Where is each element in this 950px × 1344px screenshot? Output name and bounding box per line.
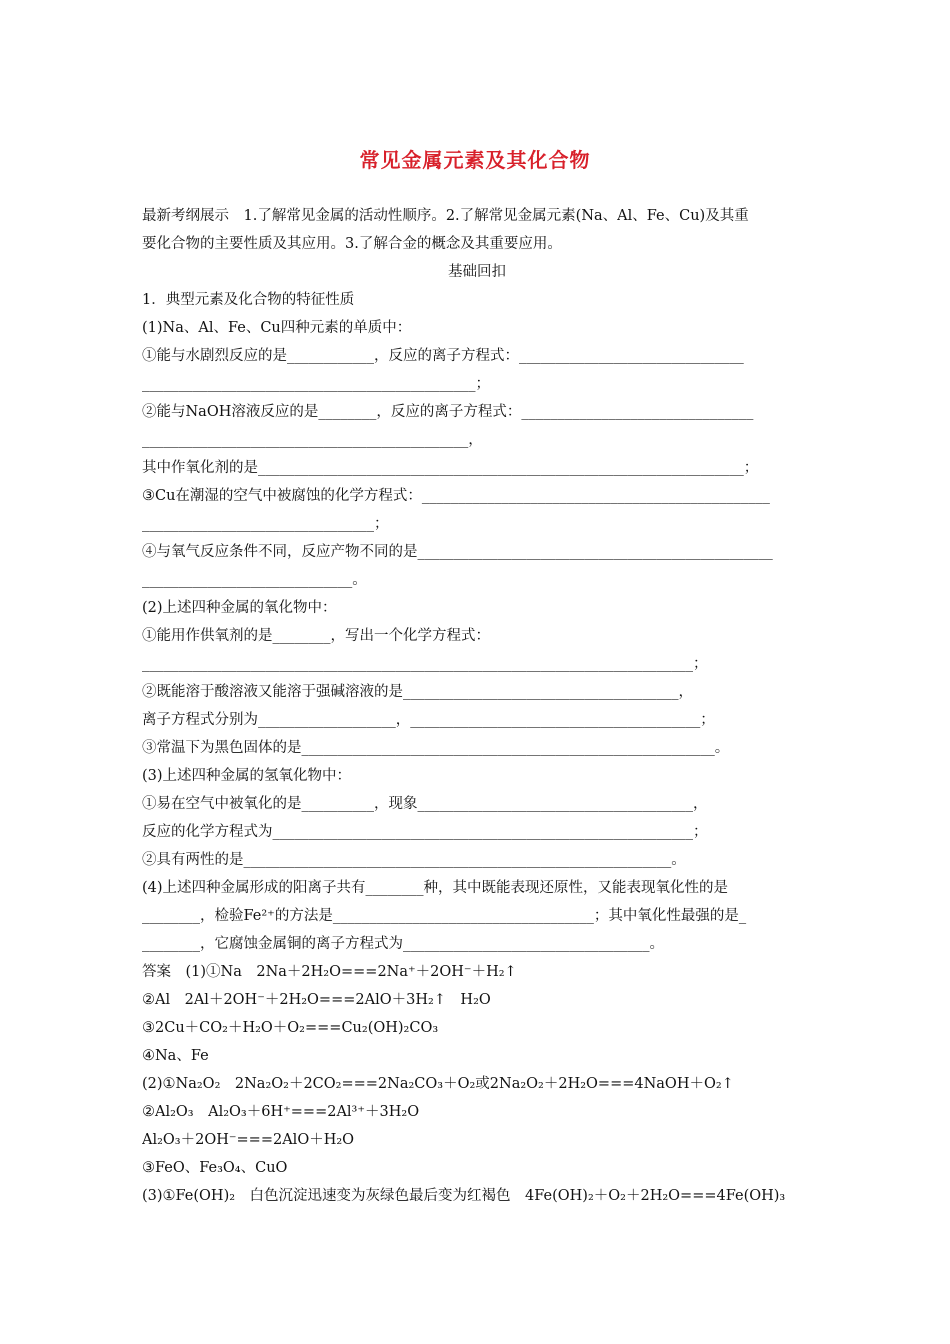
question-part-1-heading: (1)Na、Al、Fe、Cu四种元素的单质中： (142, 320, 412, 336)
question-line: ②具有两性的是___________________________________________________________。 (142, 852, 686, 868)
question-line: ①能与水剧烈反应的是____________，反应的离子方程式：_______________________________ (142, 348, 744, 364)
answer-line: 答案 (1)①Na 2Na＋2H₂O===2Na⁺＋2OH⁻＋H₂↑ (142, 964, 517, 980)
question-line: ④与氧气反应条件不同，反应产物不同的是_________________________________________________ (142, 544, 773, 560)
answer-line: (3)①Fe(OH)₂ 白色沉淀迅速变为灰绿色最后变为红褐色 4Fe(OH)₂＋O₂＋2H₂O===4Fe(OH)₃ (142, 1188, 786, 1204)
question-line: 离子方程式分别为___________________，________________________________________； (142, 712, 715, 728)
question-line: _____________________________________________， (142, 432, 483, 448)
question-line: ②既能溶于酸溶液又能溶于强碱溶液的是______________________________________， (142, 684, 693, 700)
question-line: 反应的化学方程式为__________________________________________________________； (142, 824, 708, 840)
question-part-4-line: (4)上述四种金属形成的阳离子共有________种，其中既能表现还原性，又能表现氧化性的是 (142, 880, 729, 896)
question-part-3-heading: (3)上述四种金属的氢氧化物中： (142, 768, 352, 784)
question-line: ________，它腐蚀金属铜的离子方程式为__________________________________。 (142, 936, 664, 952)
question-line: ____________________________________________________________________________； (142, 656, 708, 672)
question-line: _____________________________。 (142, 572, 367, 588)
question-line: ②能与NaOH溶液反应的是________，反应的离子方程式：________________________________ (142, 404, 754, 420)
answer-line: Al₂O₃＋2OH⁻===2AlO＋H₂O (142, 1132, 355, 1148)
question-line: ③常温下为黑色固体的是_________________________________________________________。 (142, 740, 730, 756)
question-part-2-heading: (2)上述四种金属的氧化物中： (142, 600, 337, 616)
answer-line: ②Al 2Al＋2OH⁻＋2H₂O===2AlO＋3H₂↑ H₂O (142, 992, 491, 1008)
question-line: ①易在空气中被氧化的是__________，现象______________________________________， (142, 796, 708, 812)
question-line: ______________________________________________； (142, 376, 490, 392)
answer-line: ③FeO、Fe₃O₄、CuO (142, 1160, 288, 1176)
exam-outline-line-2: 要化合物的主要性质及其应用。3.了解合金的概念及其重要应用。 (142, 236, 562, 252)
answer-line: ②Al₂O₃ Al₂O₃＋6H⁺===2Al³⁺＋3H₂O (142, 1104, 420, 1120)
question-heading: 1．典型元素及化合物的特征性质 (142, 292, 355, 308)
question-line: ③Cu在潮湿的空气中被腐蚀的化学方程式：________________________________________________ (142, 488, 770, 504)
answer-line: (2)①Na₂O₂ 2Na₂O₂＋2CO₂===2Na₂CO₃＋O₂或2Na₂O₂＋2H₂O===4NaOH＋O₂↑ (142, 1076, 734, 1092)
exam-outline-line-1: 最新考纲展示 1.了解常见金属的活动性顺序。2.了解常见金属元素(Na、Al、Fe、Cu)及其重 (142, 208, 749, 224)
answer-line: ④Na、Fe (142, 1048, 209, 1064)
section-heading: 基础回扣 (448, 264, 506, 280)
question-line: ________，检验Fe²⁺的方法是____________________________________；其中氧化性最强的是_ (142, 908, 747, 924)
document-title: 常见金属元素及其化合物 (359, 148, 591, 172)
answer-line: ③2Cu＋CO₂＋H₂O＋O₂===Cu₂(OH)₂CO₃ (142, 1020, 439, 1036)
question-line: ①能用作供氧剂的是________，写出一个化学方程式： (142, 628, 490, 644)
document-body (142, 202, 812, 1210)
question-line: ________________________________； (142, 516, 389, 532)
question-line: 其中作氧化剂的是___________________________________________________________________； (142, 460, 759, 476)
